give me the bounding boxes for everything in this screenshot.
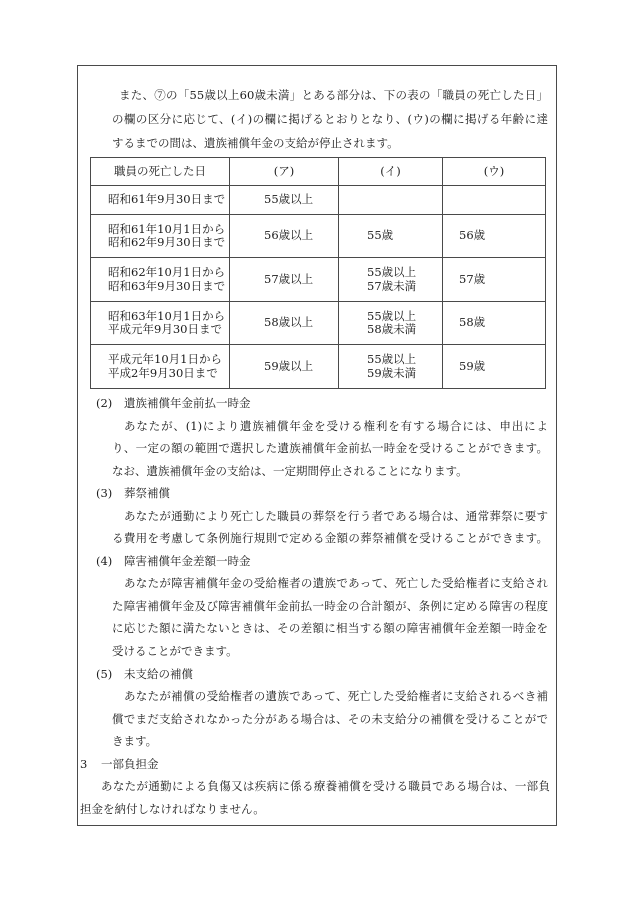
period-end: 平成2年9月30日まで xyxy=(108,365,218,380)
part-heading xyxy=(78,753,556,776)
table-row xyxy=(91,302,546,345)
text-line: の欄の区分に応じて、(イ)の欄に掲げるとおりとなり、(ウ)の欄に掲げる年齢に達 xyxy=(112,112,548,126)
col-a-cell: 58歳以上 xyxy=(230,302,339,345)
section-number: (5) xyxy=(96,666,113,681)
text-line: するまでの間は、遺族補償年金の支給が停止されます。 xyxy=(112,136,399,150)
period-cell xyxy=(91,345,230,389)
period-start: 昭和63年10月1日から xyxy=(108,308,226,323)
period-end: 昭和63年9月30日まで xyxy=(108,278,226,293)
col-i-line: 55歳以上 xyxy=(367,352,417,366)
text-line: 償でまだ支給されなかった分がある場合は、その未支給分の補償を受けることがで xyxy=(112,711,548,726)
header-date-of-death: 職員の死亡した日 xyxy=(91,158,230,186)
section-heading xyxy=(78,392,556,415)
table-row xyxy=(91,186,546,215)
section-number: (2) xyxy=(96,396,113,410)
col-i-cell xyxy=(339,215,443,258)
header-col-a: (ア) xyxy=(230,158,339,186)
part-title: 一部負担金 xyxy=(101,756,159,771)
text-line: きます。 xyxy=(112,734,158,749)
col-a-cell: 59歳以上 xyxy=(230,345,339,389)
col-u-cell: 57歳 xyxy=(443,258,546,302)
section-2 xyxy=(78,392,556,482)
text-line: り、一定の額の範囲で選択した遺族補償年金前払一時金を受けることができます。 xyxy=(112,441,548,456)
text-line: あなたが通勤により死亡した職員の葬祭を行う者である場合は、通常葬祭に要す xyxy=(124,508,548,523)
text-line: 受けることができます。 xyxy=(112,644,238,659)
col-i-cell xyxy=(339,186,443,215)
document-frame xyxy=(77,65,557,826)
period-cell xyxy=(91,258,230,302)
period-start: 昭和61年10月1日から xyxy=(108,221,226,236)
period-end: 平成元年9月30日まで xyxy=(108,322,222,336)
col-i-line: 59歳未満 xyxy=(367,365,417,380)
age-table xyxy=(90,157,546,389)
section-5 xyxy=(78,663,556,753)
col-u-cell: 58歳 xyxy=(443,302,546,345)
text-line: また、⑦の「55歳以上60歳未満」とある部分は、下の表の「職員の死亡した日」 xyxy=(119,88,548,102)
sections xyxy=(78,392,556,820)
col-i-line: 55歳以上 xyxy=(367,265,417,279)
section-title: 葬祭補償 xyxy=(124,486,170,501)
section-heading xyxy=(78,482,556,505)
text-line: 担金を納付しなければなりません。 xyxy=(80,801,265,816)
period-start: 昭和62年10月1日から xyxy=(108,265,226,279)
text-line: あなたが補償の受給権者の遺族であって、死亡した受給権者に支給されるべき補 xyxy=(124,689,548,704)
period-cell xyxy=(91,215,230,258)
col-a-cell: 56歳以上 xyxy=(230,215,339,258)
table-row xyxy=(91,345,546,389)
section-number: (3) xyxy=(96,486,113,501)
col-i-cell xyxy=(339,345,443,389)
col-i-line: 57歳未満 xyxy=(367,278,417,293)
part-number: 3 xyxy=(80,756,88,771)
section-heading xyxy=(78,550,556,573)
col-i-cell xyxy=(339,258,443,302)
period-start: 平成元年10月1日から xyxy=(108,352,222,366)
period-cell xyxy=(91,186,230,215)
text-line: に応じた額に満たないときは、その差額に相当する額の障害補償年金差額一時金を xyxy=(112,621,548,636)
table-row xyxy=(91,215,546,258)
section-heading xyxy=(78,663,556,686)
col-i-cell xyxy=(339,302,443,345)
col-u-cell xyxy=(443,186,546,215)
header-col-u: (ウ) xyxy=(443,158,546,186)
intro-paragraph xyxy=(112,83,548,155)
table-row xyxy=(91,258,546,302)
col-i-line: 55歳 xyxy=(367,228,394,243)
col-i-line: 58歳未満 xyxy=(367,322,417,336)
text-line: なお、遺族補償年金の支給は、一定期間停止されることになります。 xyxy=(112,463,468,478)
text-line: あなたが、(1)により遺族補償年金を受ける権利を有する場合には、申出によ xyxy=(124,418,548,433)
section-number: (4) xyxy=(96,553,113,568)
col-u-cell: 56歳 xyxy=(443,215,546,258)
part-3-copayment xyxy=(78,753,556,821)
col-a-cell: 55歳以上 xyxy=(230,186,339,215)
col-a-cell: 57歳以上 xyxy=(230,258,339,302)
text-line: あなたが障害補償年金の受給権者の遺族であって、死亡した受給権者に支給され xyxy=(124,576,548,591)
section-4 xyxy=(78,550,556,663)
section-title: 遺族補償年金前払一時金 xyxy=(124,396,251,410)
col-u-cell: 59歳 xyxy=(443,345,546,389)
section-title: 未支給の補償 xyxy=(124,666,193,681)
text-line: た障害補償年金及び障害補償年金前払一時金の合計額が、条例に定める障害の程度 xyxy=(112,598,548,613)
period-end: 昭和62年9月30日まで xyxy=(108,235,226,249)
col-i-line: 55歳以上 xyxy=(367,308,417,323)
period-cell xyxy=(91,302,230,345)
text-line: る費用を考慮して条例施行規則で定める金額の葬祭補償を受けることができます。 xyxy=(112,531,548,546)
section-3 xyxy=(78,482,556,550)
table-header-row xyxy=(91,158,546,186)
section-title: 障害補償年金差額一時金 xyxy=(124,553,251,568)
header-col-i: (イ) xyxy=(339,158,443,186)
period-line: 昭和61年9月30日まで xyxy=(108,192,226,207)
text-line: あなたが通勤による負傷又は疾病に係る療養補償を受ける職員である場合は、一部負 xyxy=(101,779,550,794)
